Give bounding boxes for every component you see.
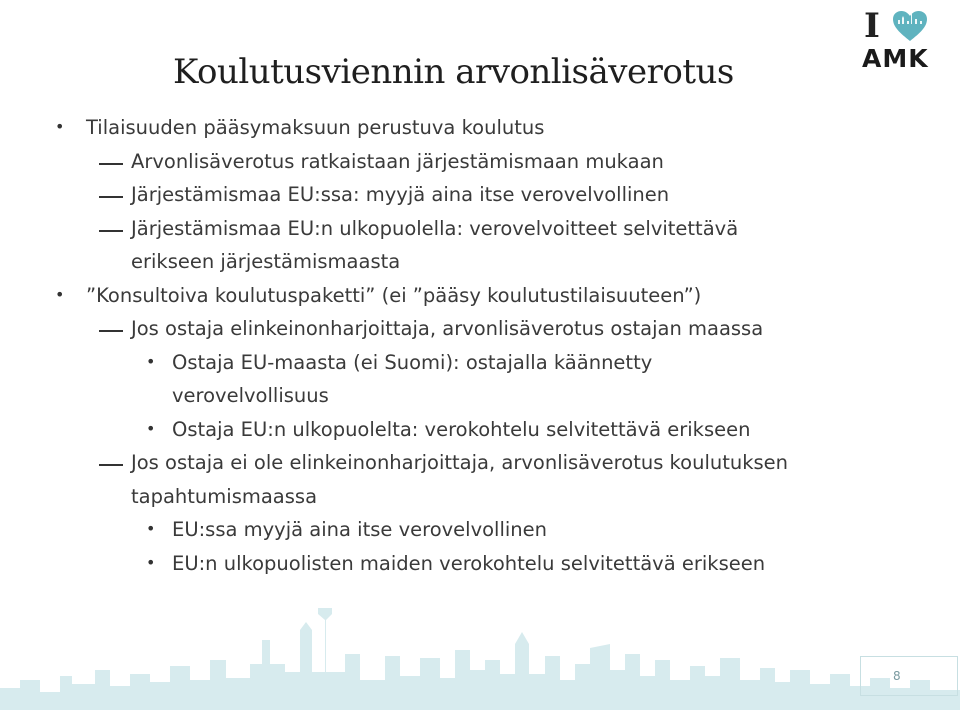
city-skyline-illustration	[0, 600, 960, 710]
bullet-dot-marker: •	[146, 418, 156, 438]
page-number: 8	[893, 669, 901, 683]
bullet-text-line: Ostaja EU-maasta (ei Suomi): ostajalla käännetty	[172, 350, 653, 374]
logo-amk-text: AMK	[862, 44, 929, 73]
bullet-dot-marker: •	[146, 351, 156, 371]
bullet-dot-marker: •	[55, 117, 65, 136]
bullet-dash-marker	[99, 196, 123, 198]
bullet-text-line: tapahtumismaassa	[131, 484, 318, 508]
bullet-text-line: Järjestämismaa EU:ssa: myyjä aina itse verovelvollinen	[131, 183, 670, 206]
bullet-text-line: Jos ostaja elinkeinonharjoittaja, arvonlisäverotus ostajan maassa	[131, 317, 764, 340]
bullet-text-line: erikseen järjestämismaasta	[131, 250, 401, 273]
logo-i-letter: I	[864, 6, 880, 46]
bullet-dot-marker: •	[146, 552, 156, 572]
bullet-text-line: ”Konsultoiva koulutuspaketti” (ei ”pääsy koulutustilaisuuteen”)	[86, 283, 702, 307]
bullet-dot-marker: •	[146, 519, 156, 538]
bullet-dash-marker	[99, 163, 123, 165]
bullet-text-line: verovelvollisuus	[172, 384, 329, 407]
bullet-text-line: Tilaisuuden pääsymaksuun perustuva koulutus	[86, 116, 545, 139]
bullet-text-line: Järjestämismaa EU:n ulkopuolella: verovelvoitteet selvitettävä	[131, 216, 739, 240]
bullet-text-line: EU:n ulkopuolisten maiden verokohtelu selvitettävä erikseen	[172, 551, 766, 575]
bullet-dot-marker: •	[55, 284, 65, 304]
bullet-text-line: EU:ssa myyjä aina itse verovelvollinen	[172, 518, 548, 541]
bullet-dash-marker	[99, 330, 123, 332]
bullet-text-line: Arvonlisäverotus ratkaistaan järjestämismaan mukaan	[131, 149, 664, 173]
bullet-dash-marker	[99, 464, 123, 466]
bullet-dash-marker	[99, 230, 123, 232]
bullet-text-line: Ostaja EU:n ulkopuolelta: verokohtelu selvitettävä erikseen	[172, 417, 751, 441]
slide-title: Koulutusviennin arvonlisäverotus	[173, 52, 734, 92]
page-number-frame	[860, 656, 958, 696]
bullet-text-line: Jos ostaja ei ole elinkeinonharjoittaja, arvonlisäverotus koulutuksen	[131, 451, 789, 474]
